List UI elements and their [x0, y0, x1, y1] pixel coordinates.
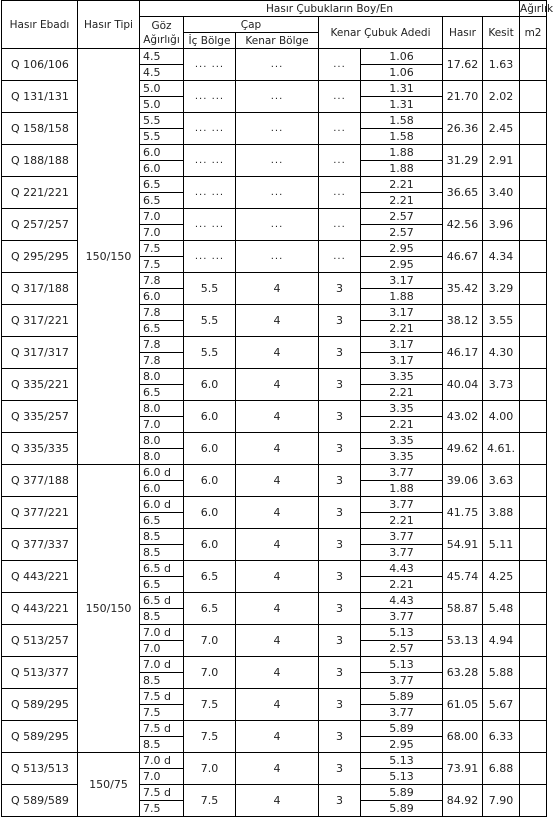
- boy-bottom: 2.21: [361, 321, 443, 337]
- boy-bottom: 2.95: [361, 257, 443, 273]
- kenar-bolge: 4: [236, 273, 319, 305]
- kenar-cubuk-adedi: ...: [319, 177, 361, 209]
- kesit-weight: 5.11: [483, 529, 520, 561]
- mesh-size: Q 443/221: [2, 561, 78, 593]
- mesh-size: Q 188/188: [2, 145, 78, 177]
- header-m2: m2: [520, 17, 547, 49]
- header-kenar-cubuk-adedi: Kenar Çubuk Adedi: [319, 17, 443, 49]
- kenar-bolge: 4: [236, 497, 319, 529]
- boy-bottom: 1.88: [361, 289, 443, 305]
- m2-cell: [520, 113, 547, 145]
- goz-bottom: 8.5: [140, 737, 184, 753]
- goz-bottom: 8.5: [140, 609, 184, 625]
- header-hasir-tipi: Hasır Tipi: [78, 1, 140, 49]
- boy-top: 1.06: [361, 49, 443, 65]
- kenar-bolge: 4: [236, 369, 319, 401]
- boy-bottom: 1.88: [361, 481, 443, 497]
- kenar-cubuk-adedi: 3: [319, 401, 361, 433]
- goz-bottom: 8.0: [140, 449, 184, 465]
- goz-top: 5.0: [140, 81, 184, 97]
- mesh-size: Q 377/188: [2, 465, 78, 497]
- mesh-size: Q 158/158: [2, 113, 78, 145]
- boy-top: 2.21: [361, 177, 443, 193]
- hasir-weight: 41.75: [443, 497, 483, 529]
- kenar-bolge: 4: [236, 753, 319, 785]
- goz-bottom: 7.0: [140, 769, 184, 785]
- header-group: Hasır Çubukların Boy/En: [140, 1, 520, 17]
- goz-top: 8.0: [140, 433, 184, 449]
- goz-bottom: 8.5: [140, 673, 184, 689]
- mesh-size: Q 317/188: [2, 273, 78, 305]
- hasir-weight: 38.12: [443, 305, 483, 337]
- goz-top: 6.0 d: [140, 497, 184, 513]
- mesh-size: Q 335/257: [2, 401, 78, 433]
- mesh-size: Q 317/317: [2, 337, 78, 369]
- ic-bolge: 6.0: [184, 401, 236, 433]
- kesit-weight: 2.45: [483, 113, 520, 145]
- boy-top: 3.17: [361, 305, 443, 321]
- m2-cell: [520, 689, 547, 721]
- rebar-mesh-table: [1, 0, 553, 817]
- hasir-weight: 17.62: [443, 49, 483, 81]
- boy-bottom: 2.21: [361, 513, 443, 529]
- goz-top: 4.5: [140, 49, 184, 65]
- boy-top: 4.43: [361, 593, 443, 609]
- m2-cell: [520, 241, 547, 273]
- header-kenar-bolge: Kenar Bölge: [236, 33, 319, 49]
- kenar-cubuk-adedi: 3: [319, 305, 361, 337]
- kenar-bolge: ...: [236, 209, 319, 241]
- hasir-weight: 68.00: [443, 721, 483, 753]
- ic-bolge: 6.0: [184, 369, 236, 401]
- kesit-weight: 3.73: [483, 369, 520, 401]
- boy-top: 1.88: [361, 145, 443, 161]
- mesh-size: Q 131/131: [2, 81, 78, 113]
- kesit-weight: 4.00: [483, 401, 520, 433]
- m2-cell: [520, 369, 547, 401]
- kenar-cubuk-adedi: ...: [319, 49, 361, 81]
- kesit-weight: 5.48: [483, 593, 520, 625]
- boy-top: 5.13: [361, 753, 443, 769]
- m2-cell: [520, 273, 547, 305]
- kenar-cubuk-adedi: 3: [319, 753, 361, 785]
- kesit-weight: 3.88: [483, 497, 520, 529]
- header-hasir-ebadi: Hasır Ebadı: [2, 1, 78, 49]
- boy-top: 3.35: [361, 401, 443, 417]
- boy-top: 5.89: [361, 785, 443, 801]
- goz-bottom: 6.5: [140, 577, 184, 593]
- kenar-cubuk-adedi: 3: [319, 465, 361, 497]
- goz-bottom: 8.5: [140, 545, 184, 561]
- boy-bottom: 2.95: [361, 737, 443, 753]
- kenar-bolge: 4: [236, 721, 319, 753]
- kesit-weight: 2.02: [483, 81, 520, 113]
- ic-bolge: ... ...: [184, 209, 236, 241]
- boy-top: 3.77: [361, 529, 443, 545]
- kesit-weight: 3.63: [483, 465, 520, 497]
- goz-bottom: 7.5: [140, 801, 184, 817]
- ic-bolge: ... ...: [184, 49, 236, 81]
- m2-cell: [520, 177, 547, 209]
- boy-top: 4.43: [361, 561, 443, 577]
- kenar-cubuk-adedi: 3: [319, 561, 361, 593]
- goz-top: 7.5 d: [140, 721, 184, 737]
- goz-bottom: 5.0: [140, 97, 184, 113]
- goz-bottom: 6.5: [140, 513, 184, 529]
- header-hasir: Hasır: [443, 17, 483, 49]
- hasir-weight: 58.87: [443, 593, 483, 625]
- mesh-type: 150/75: [78, 753, 140, 817]
- ic-bolge: 6.0: [184, 433, 236, 465]
- m2-cell: [520, 49, 547, 81]
- boy-bottom: 5.89: [361, 801, 443, 817]
- kenar-cubuk-adedi: ...: [319, 209, 361, 241]
- mesh-type: 150/150: [78, 49, 140, 465]
- boy-top: 2.95: [361, 241, 443, 257]
- kenar-cubuk-adedi: 3: [319, 689, 361, 721]
- kesit-weight: 4.61.: [483, 433, 520, 465]
- m2-cell: [520, 561, 547, 593]
- header-ic-bolge: İç Bölge: [184, 33, 236, 49]
- hasir-weight: 46.17: [443, 337, 483, 369]
- mesh-size: Q 589/295: [2, 721, 78, 753]
- goz-top: 7.8: [140, 337, 184, 353]
- kenar-cubuk-adedi: 3: [319, 593, 361, 625]
- ic-bolge: 7.0: [184, 625, 236, 657]
- mesh-size: Q 317/221: [2, 305, 78, 337]
- m2-cell: [520, 753, 547, 785]
- m2-cell: [520, 401, 547, 433]
- m2-cell: [520, 657, 547, 689]
- hasir-weight: 40.04: [443, 369, 483, 401]
- ic-bolge: ... ...: [184, 81, 236, 113]
- goz-top: 8.0: [140, 369, 184, 385]
- kenar-bolge: ...: [236, 113, 319, 145]
- kenar-cubuk-adedi: 3: [319, 625, 361, 657]
- goz-bottom: 6.0: [140, 161, 184, 177]
- boy-top: 5.89: [361, 689, 443, 705]
- goz-top: 6.0: [140, 145, 184, 161]
- goz-bottom: 6.0: [140, 481, 184, 497]
- mesh-size: Q 513/377: [2, 657, 78, 689]
- m2-cell: [520, 529, 547, 561]
- kesit-weight: 4.94: [483, 625, 520, 657]
- mesh-size: Q 335/335: [2, 433, 78, 465]
- boy-bottom: 3.17: [361, 353, 443, 369]
- mesh-size: Q 295/295: [2, 241, 78, 273]
- kenar-cubuk-adedi: 3: [319, 529, 361, 561]
- boy-top: 3.77: [361, 465, 443, 481]
- ic-bolge: 6.5: [184, 561, 236, 593]
- ic-bolge: 6.0: [184, 529, 236, 561]
- kenar-bolge: 4: [236, 593, 319, 625]
- mesh-type: 150/150: [78, 465, 140, 753]
- goz-bottom: 6.5: [140, 321, 184, 337]
- goz-bottom: 7.0: [140, 225, 184, 241]
- mesh-size: Q 106/106: [2, 49, 78, 81]
- kesit-weight: 6.33: [483, 721, 520, 753]
- goz-top: 7.0: [140, 209, 184, 225]
- boy-top: 3.35: [361, 369, 443, 385]
- boy-top: 3.17: [361, 273, 443, 289]
- mesh-size: Q 335/221: [2, 369, 78, 401]
- m2-cell: [520, 81, 547, 113]
- ic-bolge: ... ...: [184, 145, 236, 177]
- hasir-weight: 43.02: [443, 401, 483, 433]
- kenar-bolge: 4: [236, 657, 319, 689]
- hasir-weight: 53.13: [443, 625, 483, 657]
- hasir-weight: 73.91: [443, 753, 483, 785]
- mesh-size: Q 443/221: [2, 593, 78, 625]
- kesit-weight: 7.90: [483, 785, 520, 817]
- ic-bolge: 5.5: [184, 305, 236, 337]
- ic-bolge: ... ...: [184, 241, 236, 273]
- goz-top: 7.0 d: [140, 625, 184, 641]
- boy-top: 5.13: [361, 657, 443, 673]
- hasir-weight: 63.28: [443, 657, 483, 689]
- mesh-size: Q 589/589: [2, 785, 78, 817]
- boy-top: 1.58: [361, 113, 443, 129]
- mesh-size: Q 221/221: [2, 177, 78, 209]
- boy-top: 5.89: [361, 721, 443, 737]
- ic-bolge: 5.5: [184, 337, 236, 369]
- m2-cell: [520, 465, 547, 497]
- m2-cell: [520, 625, 547, 657]
- kenar-cubuk-adedi: 3: [319, 785, 361, 817]
- hasir-weight: 21.70: [443, 81, 483, 113]
- kesit-weight: 5.67: [483, 689, 520, 721]
- boy-bottom: 3.77: [361, 673, 443, 689]
- kenar-bolge: 4: [236, 337, 319, 369]
- mesh-size: Q 377/337: [2, 529, 78, 561]
- boy-bottom: 1.88: [361, 161, 443, 177]
- ic-bolge: ... ...: [184, 177, 236, 209]
- m2-cell: [520, 337, 547, 369]
- kenar-bolge: 4: [236, 529, 319, 561]
- boy-top: 5.13: [361, 625, 443, 641]
- kesit-weight: 4.34: [483, 241, 520, 273]
- boy-bottom: 2.57: [361, 641, 443, 657]
- mesh-size: Q 257/257: [2, 209, 78, 241]
- ic-bolge: 7.5: [184, 721, 236, 753]
- goz-bottom: 7.8: [140, 353, 184, 369]
- kenar-bolge: 4: [236, 305, 319, 337]
- ic-bolge: ... ...: [184, 113, 236, 145]
- kenar-cubuk-adedi: ...: [319, 145, 361, 177]
- kenar-cubuk-adedi: 3: [319, 273, 361, 305]
- ic-bolge: 6.5: [184, 593, 236, 625]
- kesit-weight: 5.88: [483, 657, 520, 689]
- kenar-bolge: 4: [236, 785, 319, 817]
- mesh-size: Q 589/295: [2, 689, 78, 721]
- kenar-bolge: 4: [236, 561, 319, 593]
- kenar-bolge: 4: [236, 433, 319, 465]
- kenar-cubuk-adedi: 3: [319, 657, 361, 689]
- hasir-weight: 45.74: [443, 561, 483, 593]
- kesit-weight: 3.55: [483, 305, 520, 337]
- table-row: [2, 465, 547, 481]
- boy-bottom: 2.21: [361, 385, 443, 401]
- goz-bottom: 6.0: [140, 289, 184, 305]
- hasir-weight: 84.92: [443, 785, 483, 817]
- goz-bottom: 7.0: [140, 417, 184, 433]
- goz-top: 5.5: [140, 113, 184, 129]
- m2-cell: [520, 305, 547, 337]
- boy-top: 3.35: [361, 433, 443, 449]
- boy-bottom: 2.57: [361, 225, 443, 241]
- boy-bottom: 2.21: [361, 417, 443, 433]
- hasir-weight: 61.05: [443, 689, 483, 721]
- ic-bolge: 7.5: [184, 689, 236, 721]
- m2-cell: [520, 433, 547, 465]
- boy-bottom: 2.21: [361, 193, 443, 209]
- hasir-weight: 39.06: [443, 465, 483, 497]
- ic-bolge: 6.0: [184, 497, 236, 529]
- m2-cell: [520, 593, 547, 625]
- goz-top: 6.5 d: [140, 561, 184, 577]
- hasir-weight: 35.42: [443, 273, 483, 305]
- boy-top: 2.57: [361, 209, 443, 225]
- goz-top: 6.5 d: [140, 593, 184, 609]
- boy-bottom: 3.35: [361, 449, 443, 465]
- header-goz-agirligi: Göz Ağırlığı: [140, 17, 184, 49]
- kenar-cubuk-adedi: ...: [319, 81, 361, 113]
- mesh-size: Q 377/221: [2, 497, 78, 529]
- boy-bottom: 1.58: [361, 129, 443, 145]
- m2-cell: [520, 785, 547, 817]
- boy-bottom: 3.77: [361, 545, 443, 561]
- table-row: [2, 49, 547, 65]
- kenar-cubuk-adedi: 3: [319, 337, 361, 369]
- kenar-bolge: 4: [236, 401, 319, 433]
- ic-bolge: 7.5: [184, 785, 236, 817]
- goz-top: 8.0: [140, 401, 184, 417]
- ic-bolge: 7.0: [184, 657, 236, 689]
- m2-cell: [520, 497, 547, 529]
- kenar-bolge: ...: [236, 81, 319, 113]
- boy-bottom: 2.21: [361, 577, 443, 593]
- header-cap: Çap: [184, 17, 319, 33]
- table-row: [2, 753, 547, 769]
- ic-bolge: 6.0: [184, 465, 236, 497]
- goz-bottom: 7.5: [140, 705, 184, 721]
- goz-bottom: 6.5: [140, 385, 184, 401]
- hasir-weight: 26.36: [443, 113, 483, 145]
- boy-bottom: 1.06: [361, 65, 443, 81]
- hasir-weight: 42.56: [443, 209, 483, 241]
- goz-bottom: 7.0: [140, 641, 184, 657]
- ic-bolge: 5.5: [184, 273, 236, 305]
- goz-top: 7.0 d: [140, 657, 184, 673]
- boy-bottom: 1.31: [361, 97, 443, 113]
- goz-bottom: 5.5: [140, 129, 184, 145]
- kenar-cubuk-adedi: 3: [319, 433, 361, 465]
- kesit-weight: 6.88: [483, 753, 520, 785]
- kenar-bolge: ...: [236, 145, 319, 177]
- m2-cell: [520, 209, 547, 241]
- kesit-weight: 1.63: [483, 49, 520, 81]
- table-body: [2, 49, 547, 817]
- goz-bottom: 7.5: [140, 257, 184, 273]
- hasir-weight: 49.62: [443, 433, 483, 465]
- kenar-bolge: ...: [236, 177, 319, 209]
- header-kesit: Kesit: [483, 17, 520, 49]
- boy-top: 3.77: [361, 497, 443, 513]
- hasir-weight: 36.65: [443, 177, 483, 209]
- kesit-weight: 4.25: [483, 561, 520, 593]
- goz-top: 6.5: [140, 177, 184, 193]
- hasir-weight: 31.29: [443, 145, 483, 177]
- kesit-weight: 2.91: [483, 145, 520, 177]
- goz-top: 7.5 d: [140, 689, 184, 705]
- m2-cell: [520, 145, 547, 177]
- goz-bottom: 4.5: [140, 65, 184, 81]
- m2-cell: [520, 721, 547, 753]
- boy-bottom: 3.77: [361, 705, 443, 721]
- kesit-weight: 4.30: [483, 337, 520, 369]
- kenar-bolge: 4: [236, 689, 319, 721]
- kenar-bolge: ...: [236, 49, 319, 81]
- kesit-weight: 3.29: [483, 273, 520, 305]
- goz-top: 6.0 d: [140, 465, 184, 481]
- kenar-cubuk-adedi: ...: [319, 241, 361, 273]
- goz-bottom: 6.5: [140, 193, 184, 209]
- goz-top: 7.8: [140, 273, 184, 289]
- hasir-weight: 54.91: [443, 529, 483, 561]
- boy-top: 1.31: [361, 81, 443, 97]
- hasir-weight: 46.67: [443, 241, 483, 273]
- kenar-cubuk-adedi: 3: [319, 721, 361, 753]
- boy-bottom: 5.13: [361, 769, 443, 785]
- kesit-weight: 3.96: [483, 209, 520, 241]
- mesh-size: Q 513/257: [2, 625, 78, 657]
- ic-bolge: 7.0: [184, 753, 236, 785]
- boy-bottom: 3.77: [361, 609, 443, 625]
- goz-top: 7.5: [140, 241, 184, 257]
- kesit-weight: 3.40: [483, 177, 520, 209]
- goz-top: 8.5: [140, 529, 184, 545]
- boy-top: 3.17: [361, 337, 443, 353]
- kenar-bolge: 4: [236, 465, 319, 497]
- goz-top: 7.5 d: [140, 785, 184, 801]
- kenar-cubuk-adedi: 3: [319, 369, 361, 401]
- goz-top: 7.8: [140, 305, 184, 321]
- mesh-size: Q 513/513: [2, 753, 78, 785]
- kenar-bolge: ...: [236, 241, 319, 273]
- kenar-bolge: 4: [236, 625, 319, 657]
- goz-top: 7.0 d: [140, 753, 184, 769]
- kenar-cubuk-adedi: 3: [319, 497, 361, 529]
- kenar-cubuk-adedi: ...: [319, 113, 361, 145]
- header-agirlik: Ağırlık: [520, 2, 553, 15]
